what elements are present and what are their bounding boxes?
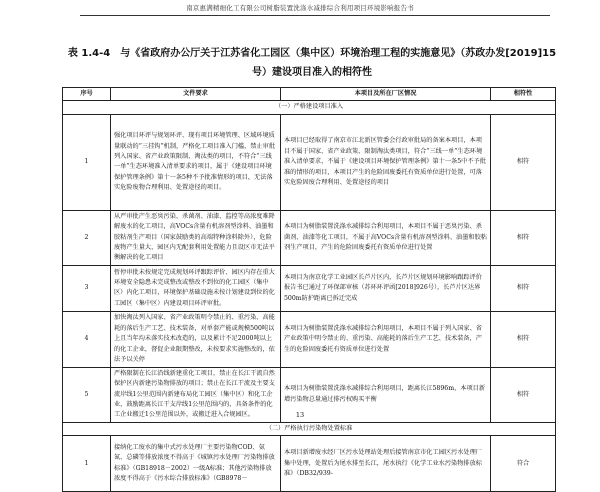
row-number: 2 <box>63 210 111 265</box>
page-number: 13 <box>295 411 305 419</box>
row-number: 1 <box>63 436 111 492</box>
row-requirement: 从严审批产生恶臭污染、杀菌剂、油漆、监控等高浓度难降解废水的化工项目，高VOCs含量有机溶剂型涂料、油墨和胶粘剂生产项目（国家鼓励类的高端特种涂料除外），危险废物产生量大、园区内无配套利用处置能力且设区市无法平衡解决的化工项目 <box>111 210 281 265</box>
table-row <box>63 436 556 492</box>
section-title: （一）严格建设项目准入 <box>63 101 556 114</box>
row-situation: 本项目已经取得了南京市江北新区管委会行政审批局的备案本项目，本项目不属于国家、省产业政策、限制淘汰类项目，符合“三线一单”生态环境准入清单要求，不属于《建设项目环境保护管理条例》第十一条5中不予批准的情形的项目，本项目产生的危险固废委托有资质单位进行处置，可落实危险固废合理利用、处置途径的项目 <box>281 114 491 210</box>
row-requirement: 严格限制在长江沿线新建重化工项目，禁止在长江干流自然保护区内新建污染物排放的项目；禁止在长江干流及主要支流岸线1公里范围内新建布局化工园区（集中区）和化工企业，鼓励距离长江干支岸线1公里范围内的，具备条件的化工企业搬迁1公里范围以外，或搬迁进入合规园区。 <box>111 367 281 422</box>
table-row <box>63 311 556 367</box>
row-number: 3 <box>63 265 111 311</box>
table-row <box>63 114 556 210</box>
table-row <box>63 210 556 265</box>
row-requirement: 接纳化工废水的集中式污水处理厂主要污染物COD、氨氮、总磷等排放浓度不得高于《城镇污水处理厂污染物排放标准》（GB18918－2002）一级A标准；其他污染物排放浓度不得高于《污水综合排放标准》（GB8978－ <box>111 436 281 492</box>
table-row <box>63 265 556 311</box>
row-number: 5 <box>63 367 111 422</box>
row-situation: 本项目为树脂装置洗涤水减排综合利用项目，本项目不属于恶臭污染、杀菌剂、油漆等化工项目，不属于高VOCs含量有机溶剂型涂料、油墨和胶粘剂生产项目，产生的危险固废委托有资质单位进行处置 <box>281 210 491 265</box>
table-title: 表 1.4-4 与《省政府办公厅关于江苏省化工园区（集中区）环境治理工程的实施意见》（苏政办发[2019]15 号）建设项目准入的相符性 <box>67 48 557 78</box>
row-compliance: 相符 <box>491 367 556 422</box>
section-title: （二）严格执行污染物处置标准 <box>63 422 556 435</box>
row-compliance: 相符 <box>491 265 556 311</box>
running-header: 南京惠满精细化工有限公司树脂装置洗涤水减排综合利用项目环境影响报告书 <box>186 4 414 12</box>
row-requirement: 暂停审批未按规定完成规划环评跟踪评价、园区内存在重大环境安全隐患未完成整改或整改不到位的化工园区（集中区）内化工项目，环境保护基础设施未按计划建设到位的化工园区（集中区）内建设项目环评审批。 <box>111 265 281 311</box>
row-requirement: 加快淘汰列入国家、省产业政策明令禁止的、重污染、高能耗的落后生产工艺、技术装备，对单套产能或规模500吨以上且当年均未落实技术改造的，以及累计不足2000吨以上的化工企业，督促企业限期整改，未按要求实施整改的，依法予以关停 <box>111 311 281 367</box>
row-compliance: 相符 <box>491 210 556 265</box>
row-number: 1 <box>63 114 111 210</box>
row-situation: 本项目新增废水经厂区污水处理站处理后接管南京市化工园区污水处理厂集中处理，处置后为尾水排至长江，尾水执行《化学工业水污染物排放标准》（DB32/939- <box>281 436 491 492</box>
row-situation: 本项目为南京化学工业园区长芦片区内，长芦片区规划环境影响跟踪评价报告书已通过了环保部审核（苏环环评函[2018]926号），长芦片区达界500m防护距离已拆迁完成 <box>281 265 491 311</box>
header-rule <box>80 15 550 16</box>
row-situation: 本项目为树脂装置洗涤水减排综合利用项目，距离长江5896m，本项目新增污染物总量通过排污权购买平衡 <box>281 367 491 422</box>
header-requirement: 文件要求 <box>111 88 281 101</box>
compliance-table <box>62 87 556 492</box>
row-compliance: 符合 <box>491 436 556 492</box>
header-compliance: 相符性 <box>491 88 556 101</box>
row-situation: 本项目为树脂装置洗涤水减排综合利用项目，本项目不属于列入国家、省产业政策中明令禁止的、重污染、高能耗的落后生产工艺、技术装备，产生的危险固废委托有资质单位进行处置 <box>281 311 491 367</box>
header-row <box>63 88 556 101</box>
section-row <box>63 101 556 114</box>
row-compliance: 相符 <box>491 311 556 367</box>
header-situation: 本项目及所在厂区情况 <box>281 88 491 101</box>
row-number: 4 <box>63 311 111 367</box>
row-requirement: 强化项目环评与规划环评、现有项目环境管理、区域环境质量联动的“三挂钩”机制，严格化工项目准入门槛，禁止审批列入国家、省产业政策限制、淘汰类的项目，不符合“三线一单”生态环境准入清单要求的项目，属于《建设项目环境保护管理条例》第十一条5种不予批准情形的项目，无法落实危险废物合理利用、处置途径的项目。 <box>111 114 281 210</box>
section-row <box>63 422 556 435</box>
row-compliance: 相符 <box>491 114 556 210</box>
header-seq: 序号 <box>63 88 111 101</box>
